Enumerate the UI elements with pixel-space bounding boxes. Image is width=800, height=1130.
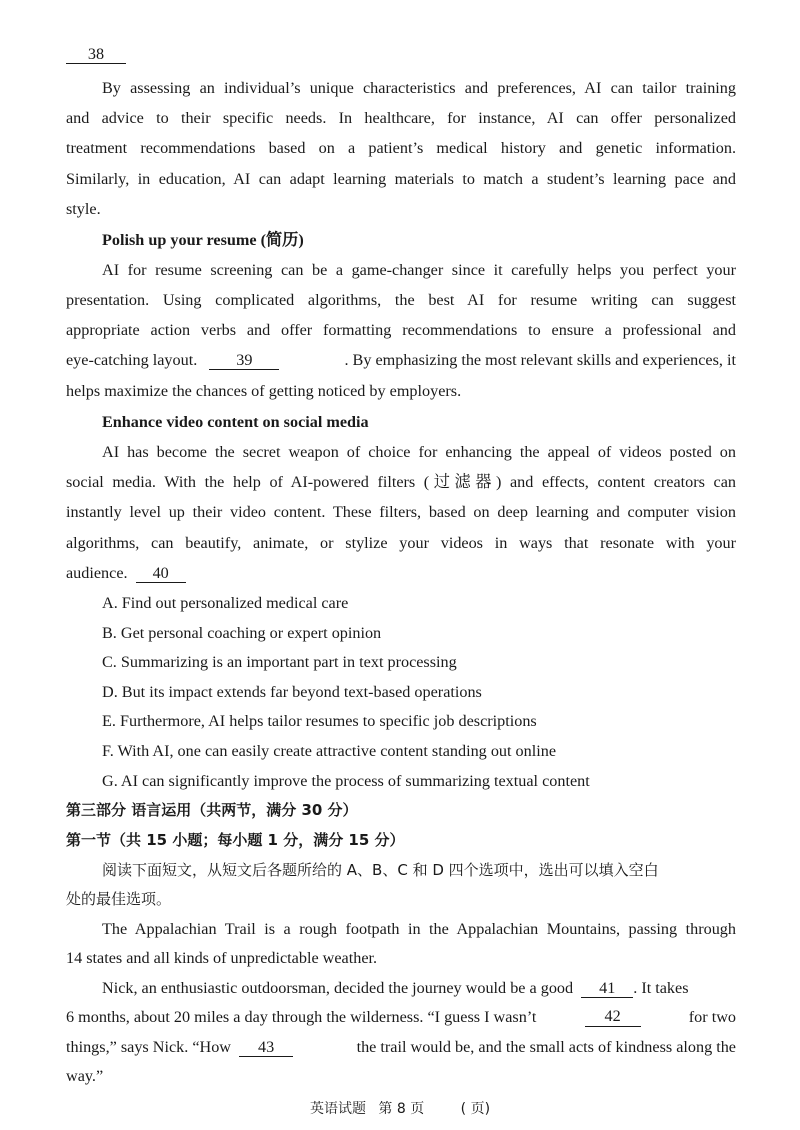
option-d: D. But its impact extends far beyond text-based operations xyxy=(102,683,482,701)
resume-text-4-post: . By emphasizing the most relevant skills and experiences, it xyxy=(344,351,736,369)
passage-text-2: 14 states and all kinds of unpredictable weather. xyxy=(66,949,378,967)
blank-38: 38 xyxy=(66,45,126,64)
q38-text-5: style. xyxy=(66,200,101,218)
q38-text-2: and advice to their specific needs. In healthcare, for instance, AI can offer personalized xyxy=(66,109,736,127)
option-a: A. Find out personalized medical care xyxy=(102,594,349,612)
passage-text-4 xyxy=(66,1007,736,1027)
part3-section1: 第一节（共 15 小题；每小题 1 分，满分 15 分） xyxy=(66,831,405,849)
resume-text-3: appropriate action verbs and offer formatting recommendations to ensure a professional and xyxy=(66,321,736,339)
option-b: B. Get personal coaching or expert opinion xyxy=(102,624,382,642)
option-g: G. AI can significantly improve the process of summarizing textual content xyxy=(102,772,590,790)
passage-text-5 xyxy=(66,1037,736,1057)
passage-text-4-pre: 6 months, about 20 miles a day through the wilderness. “I guess I wasn’t xyxy=(66,1008,537,1026)
video-text-1: AI has become the secret weapon of choice for enhancing the appeal of videos posted on xyxy=(102,443,736,461)
option-e: E. Furthermore, AI helps tailor resumes to specific job descriptions xyxy=(102,712,537,730)
option-f: F. With AI, one can easily create attractive content standing out online xyxy=(102,742,557,760)
footer-subject: 英语试题 xyxy=(309,1101,366,1117)
passage-text-5-post: the trail would be, and the small acts of kindness along the xyxy=(356,1038,736,1056)
footer-total-pages: ( 页) xyxy=(460,1101,491,1117)
question-38-line xyxy=(66,44,736,64)
passage-text-1: The Appalachian Trail is a rough footpath in the Appalachian Mountains, passing through xyxy=(102,920,736,938)
resume-text-2: presentation. Using complicated algorithms, the best AI for resume writing can suggest xyxy=(66,291,736,309)
part3-instruction-2: 处的最佳选项。 xyxy=(66,890,172,908)
video-heading: Enhance video content on social media xyxy=(102,413,369,431)
video-text-5-pre: audience. xyxy=(66,564,128,582)
blank-39: 39 xyxy=(209,351,279,370)
video-text-3: instantly level up their video content. These filters, based on deep learning and computer vision xyxy=(66,503,736,521)
passage-text-4-post: for two xyxy=(688,1008,736,1026)
resume-text-4-pre: eye-catching layout. xyxy=(66,351,198,369)
q38-text-3: treatment recommendations based on a patient’s medical history and genetic information. xyxy=(66,139,736,157)
blank-42: 42 xyxy=(585,1007,641,1027)
video-text-4: algorithms, can beautify, animate, or stylize your videos in ways that resonate with your xyxy=(66,534,736,552)
passage-text-6: way.” xyxy=(66,1067,104,1085)
q38-text-4: Similarly, in education, AI can adapt learning materials to match a student’s learning pace and xyxy=(66,170,736,188)
part3-instruction-1: 阅读下面短文，从短文后各题所给的 A、B、C 和 D 四个选项中，选出可以填入空白 xyxy=(102,861,659,879)
footer-page-number: 第 8 页 xyxy=(378,1101,425,1117)
blank-41: 41 xyxy=(581,979,633,998)
q38-text-1: By assessing an individual’s unique characteristics and preferences, AI can tailor training xyxy=(102,79,736,97)
passage-text-5-pre: things,” says Nick. “How xyxy=(66,1038,231,1056)
passage-text-3 xyxy=(102,978,736,998)
resume-text-1: AI for resume screening can be a game-changer since it carefully helps you perfect your xyxy=(102,261,736,279)
resume-heading: Polish up your resume (简历) xyxy=(102,231,304,249)
resume-text-4 xyxy=(66,350,736,370)
passage-text-3-pre: Nick, an enthusiastic outdoorsman, decided the journey would be a good xyxy=(102,979,574,997)
resume-text-5: helps maximize the chances of getting noticed by employers. xyxy=(66,382,462,400)
video-text-5 xyxy=(66,563,736,583)
blank-40: 40 xyxy=(136,564,186,583)
option-c: C. Summarizing is an important part in text processing xyxy=(102,653,457,671)
page-footer xyxy=(0,1098,800,1118)
part3-title: 第三部分 语言运用（共两节，满分 30 分） xyxy=(66,801,358,819)
blank-43: 43 xyxy=(239,1038,293,1057)
passage-text-3-post: . It takes xyxy=(633,979,689,997)
video-text-2: social media. With the help of AI-powered filters (过滤器) and effects, content creators can xyxy=(66,473,736,491)
